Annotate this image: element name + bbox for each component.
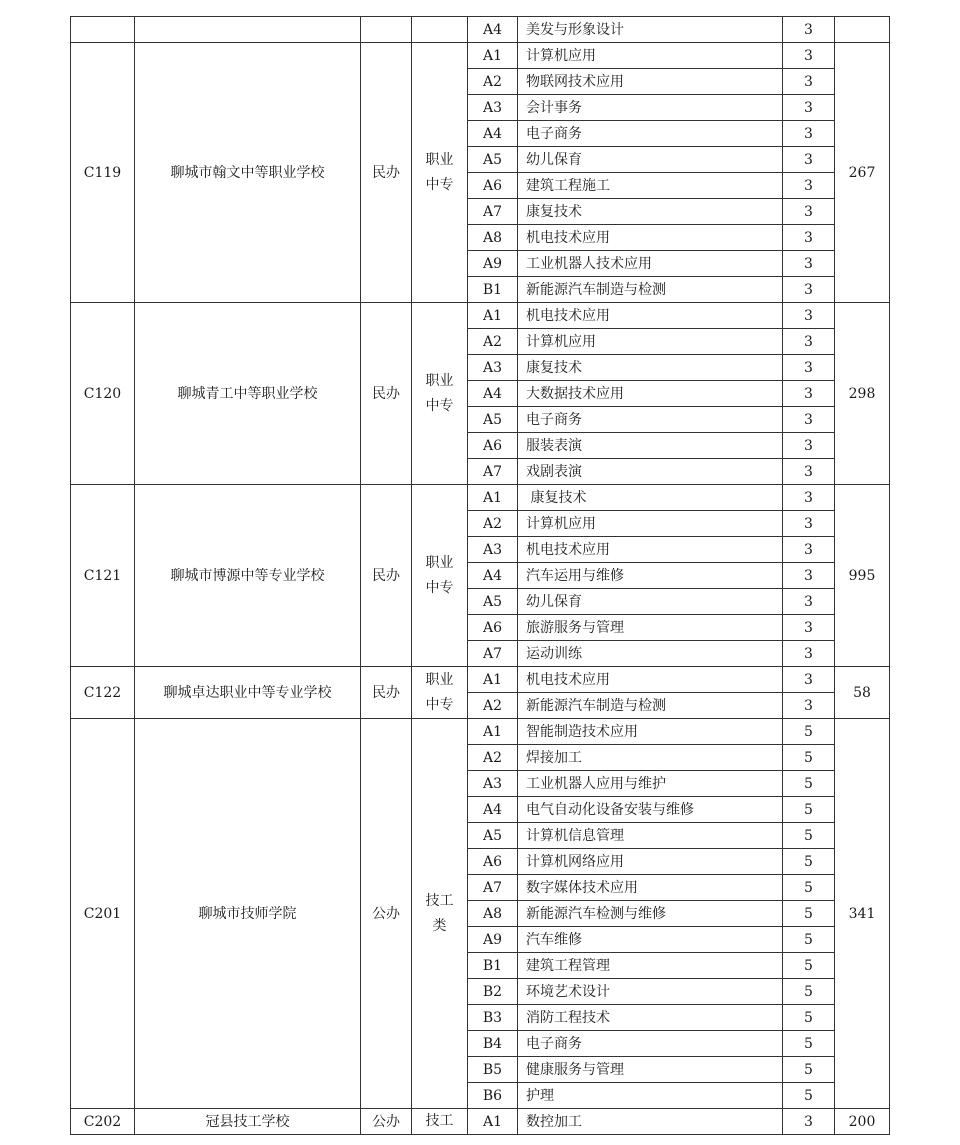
school-name: 聊城市翰文中等职业学校	[135, 43, 361, 303]
major-code: A5	[468, 147, 518, 173]
major-code: A5	[468, 407, 518, 433]
major-name: 电子商务	[518, 407, 783, 433]
major-code: A7	[468, 199, 518, 225]
major-code: A1	[468, 719, 518, 745]
major-code: A8	[468, 901, 518, 927]
major-name: 工业机器人技术应用	[518, 251, 783, 277]
school-name: 聊城青工中等职业学校	[135, 303, 361, 485]
major-name: 工业机器人应用与维护	[518, 771, 783, 797]
major-name: 建筑工程管理	[518, 953, 783, 979]
major-name: 运动训练	[518, 641, 783, 667]
major-code: A3	[468, 771, 518, 797]
study-years: 5	[783, 1005, 835, 1031]
major-name: 会计事务	[518, 95, 783, 121]
major-code: A5	[468, 823, 518, 849]
study-years: 3	[783, 17, 835, 43]
major-name: 焊接加工	[518, 745, 783, 771]
major-code: B1	[468, 953, 518, 979]
major-code: A6	[468, 615, 518, 641]
study-years: 3	[783, 537, 835, 563]
major-name: 数字媒体技术应用	[518, 875, 783, 901]
study-years: 3	[783, 199, 835, 225]
major-code: A9	[468, 927, 518, 953]
study-years: 3	[783, 329, 835, 355]
major-code: A4	[468, 797, 518, 823]
school-nature: 民办	[361, 43, 412, 303]
study-years: 5	[783, 1083, 835, 1109]
major-code: A1	[468, 43, 518, 69]
major-name: 幼儿保育	[518, 589, 783, 615]
school-nature: 公办	[361, 1109, 412, 1135]
major-name: 电子商务	[518, 121, 783, 147]
study-years: 3	[783, 641, 835, 667]
study-years: 3	[783, 225, 835, 251]
major-name: 汽车运用与维修	[518, 563, 783, 589]
major-code: A3	[468, 95, 518, 121]
school-type: 技工 类	[412, 719, 468, 1109]
major-name: 汽车维修	[518, 927, 783, 953]
school-type: 职业 中专	[412, 43, 468, 303]
school-code: C201	[71, 719, 135, 1109]
major-code: B5	[468, 1057, 518, 1083]
school-type: 职业 中专	[412, 303, 468, 485]
major-name: 消防工程技术	[518, 1005, 783, 1031]
study-years: 3	[783, 147, 835, 173]
study-years: 5	[783, 849, 835, 875]
major-code: A2	[468, 329, 518, 355]
major-name: 幼儿保育	[518, 147, 783, 173]
school-name: 聊城市技师学院	[135, 719, 361, 1109]
major-code: A6	[468, 849, 518, 875]
major-name: 机电技术应用	[518, 303, 783, 329]
major-name: 服装表演	[518, 433, 783, 459]
major-code: A4	[468, 17, 518, 43]
major-code: A7	[468, 641, 518, 667]
school-type	[412, 17, 468, 43]
school-nature: 民办	[361, 303, 412, 485]
school-code: C121	[71, 485, 135, 667]
table-body	[71, 17, 890, 1135]
major-code: A2	[468, 511, 518, 537]
school-code: C202	[71, 1109, 135, 1135]
major-code: A2	[468, 693, 518, 719]
study-years: 3	[783, 43, 835, 69]
major-code: A1	[468, 1109, 518, 1135]
study-years: 3	[783, 69, 835, 95]
major-name: 计算机应用	[518, 329, 783, 355]
study-years: 3	[783, 485, 835, 511]
school-type: 职业 中专	[412, 667, 468, 719]
enrollment-document	[70, 16, 890, 1135]
school-name: 冠县技工学校	[135, 1109, 361, 1135]
major-name: 康复技术	[518, 355, 783, 381]
major-code: A6	[468, 173, 518, 199]
major-name: 戏剧表演	[518, 459, 783, 485]
study-years: 5	[783, 797, 835, 823]
major-code: A9	[468, 251, 518, 277]
study-years: 3	[783, 303, 835, 329]
enrollment-total: 341	[835, 719, 890, 1109]
school-code: C122	[71, 667, 135, 719]
major-code: A7	[468, 459, 518, 485]
enrollment-total	[835, 17, 890, 43]
study-years: 5	[783, 1031, 835, 1057]
table-row	[71, 17, 890, 43]
study-years: 5	[783, 979, 835, 1005]
major-code: A6	[468, 433, 518, 459]
study-years: 3	[783, 251, 835, 277]
study-years: 3	[783, 511, 835, 537]
study-years: 3	[783, 563, 835, 589]
enrollment-total: 995	[835, 485, 890, 667]
table-row	[71, 303, 890, 329]
major-name: 康复技术	[518, 485, 783, 511]
major-name: 电气自动化设备安装与维修	[518, 797, 783, 823]
study-years: 3	[783, 407, 835, 433]
table-row	[71, 485, 890, 511]
major-name: 机电技术应用	[518, 225, 783, 251]
table-row	[71, 667, 890, 693]
major-code: A3	[468, 355, 518, 381]
table-row	[71, 719, 890, 745]
enrollment-total: 58	[835, 667, 890, 719]
study-years: 5	[783, 927, 835, 953]
major-name: 旅游服务与管理	[518, 615, 783, 641]
study-years: 5	[783, 875, 835, 901]
major-code: A4	[468, 381, 518, 407]
major-name: 计算机网络应用	[518, 849, 783, 875]
major-code: B6	[468, 1083, 518, 1109]
major-code: A2	[468, 745, 518, 771]
major-name: 新能源汽车制造与检测	[518, 277, 783, 303]
major-code: B3	[468, 1005, 518, 1031]
major-name: 智能制造技术应用	[518, 719, 783, 745]
major-name: 机电技术应用	[518, 667, 783, 693]
major-name: 美发与形象设计	[518, 17, 783, 43]
major-code: A1	[468, 303, 518, 329]
major-name: 计算机应用	[518, 43, 783, 69]
major-name: 大数据技术应用	[518, 381, 783, 407]
major-name: 计算机应用	[518, 511, 783, 537]
major-code: B1	[468, 277, 518, 303]
school-majors-table	[70, 16, 890, 1135]
major-name: 健康服务与管理	[518, 1057, 783, 1083]
major-name: 电子商务	[518, 1031, 783, 1057]
school-nature: 公办	[361, 719, 412, 1109]
school-name	[135, 17, 361, 43]
school-type: 技工	[412, 1109, 468, 1135]
major-name: 计算机信息管理	[518, 823, 783, 849]
study-years: 3	[783, 1109, 835, 1135]
school-nature: 民办	[361, 485, 412, 667]
study-years: 3	[783, 95, 835, 121]
study-years: 3	[783, 459, 835, 485]
major-name: 物联网技术应用	[518, 69, 783, 95]
major-name: 数控加工	[518, 1109, 783, 1135]
major-name: 环境艺术设计	[518, 979, 783, 1005]
study-years: 5	[783, 1057, 835, 1083]
study-years: 5	[783, 901, 835, 927]
study-years: 3	[783, 589, 835, 615]
study-years: 3	[783, 277, 835, 303]
table-row	[71, 43, 890, 69]
major-name: 新能源汽车制造与检测	[518, 693, 783, 719]
study-years: 3	[783, 381, 835, 407]
study-years: 3	[783, 615, 835, 641]
school-name: 聊城市博源中等专业学校	[135, 485, 361, 667]
major-code: B4	[468, 1031, 518, 1057]
study-years: 5	[783, 953, 835, 979]
school-type: 职业 中专	[412, 485, 468, 667]
enrollment-total: 200	[835, 1109, 890, 1135]
major-name: 康复技术	[518, 199, 783, 225]
major-name: 机电技术应用	[518, 537, 783, 563]
school-code	[71, 17, 135, 43]
study-years: 3	[783, 433, 835, 459]
major-code: A3	[468, 537, 518, 563]
table-row	[71, 1109, 890, 1135]
major-code: A2	[468, 69, 518, 95]
study-years: 5	[783, 823, 835, 849]
school-code: C119	[71, 43, 135, 303]
major-code: A5	[468, 589, 518, 615]
major-code: A7	[468, 875, 518, 901]
major-code: B2	[468, 979, 518, 1005]
study-years: 5	[783, 719, 835, 745]
study-years: 3	[783, 121, 835, 147]
major-code: A8	[468, 225, 518, 251]
school-nature: 民办	[361, 667, 412, 719]
enrollment-total: 267	[835, 43, 890, 303]
major-code: A4	[468, 121, 518, 147]
major-name: 护理	[518, 1083, 783, 1109]
school-nature	[361, 17, 412, 43]
major-code: A1	[468, 485, 518, 511]
school-name: 聊城卓达职业中等专业学校	[135, 667, 361, 719]
major-name: 新能源汽车检测与维修	[518, 901, 783, 927]
study-years: 3	[783, 667, 835, 693]
study-years: 5	[783, 745, 835, 771]
study-years: 3	[783, 173, 835, 199]
enrollment-total: 298	[835, 303, 890, 485]
study-years: 3	[783, 355, 835, 381]
study-years: 5	[783, 771, 835, 797]
major-code: A4	[468, 563, 518, 589]
major-name: 建筑工程施工	[518, 173, 783, 199]
school-code: C120	[71, 303, 135, 485]
study-years: 3	[783, 693, 835, 719]
major-code: A1	[468, 667, 518, 693]
